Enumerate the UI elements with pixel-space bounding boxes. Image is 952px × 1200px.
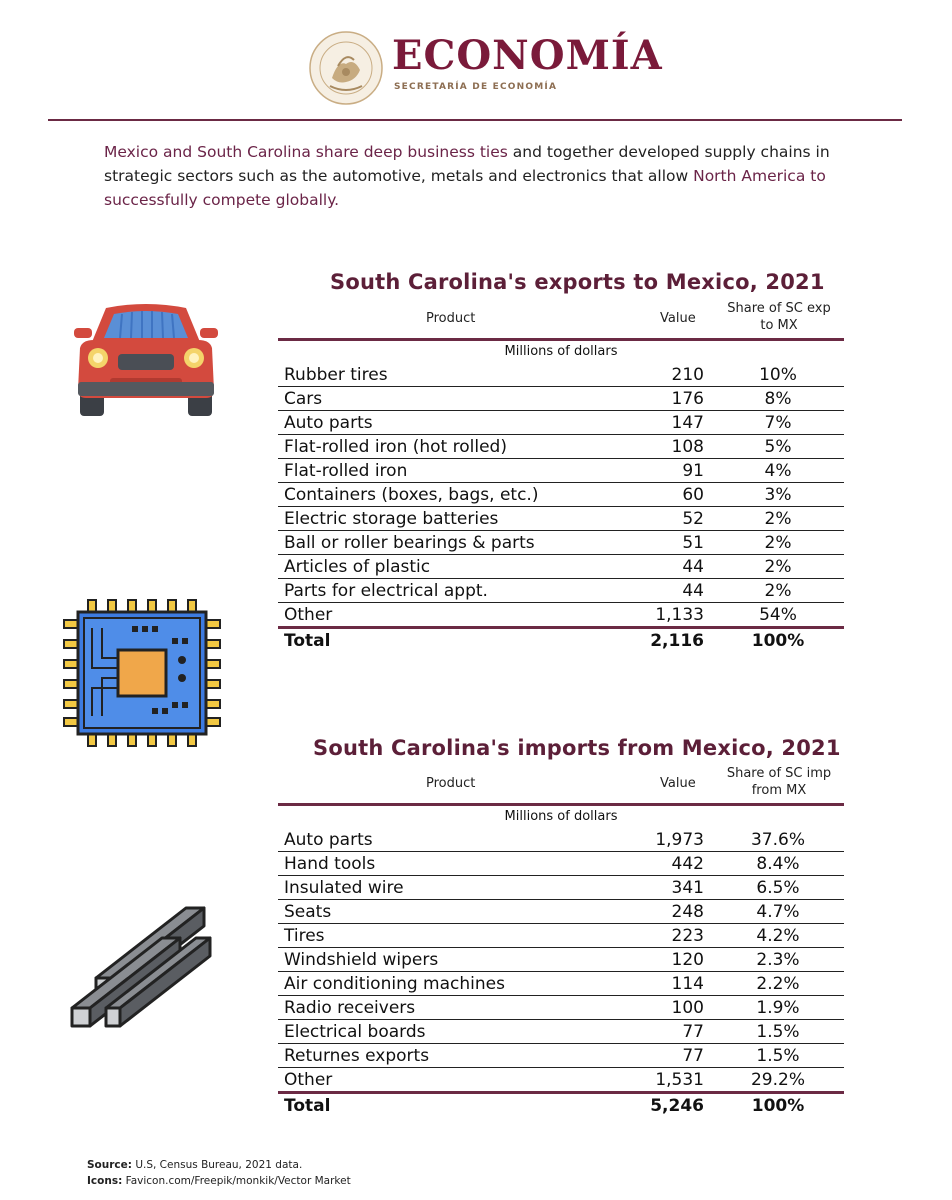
product-cell: Tires	[284, 926, 325, 946]
value-cell: 114	[671, 974, 704, 994]
table-row	[278, 555, 844, 579]
total-label: Total	[284, 631, 331, 651]
exports-title: South Carolina's exports to Mexico, 2021	[330, 270, 825, 294]
brand-subtitle: SECRETARÍA DE ECONOMÍA	[394, 82, 558, 92]
product-cell: Other	[284, 1070, 333, 1090]
value-cell: 120	[671, 950, 704, 970]
table-row	[278, 579, 844, 603]
icons-text: Favicon.com/Freepik/monkik/Vector Market	[122, 1175, 351, 1187]
metal-bars-icon	[66, 898, 212, 1038]
circuit-chip-icon	[62, 598, 222, 748]
table-row	[278, 435, 844, 459]
share-cell: 2%	[764, 581, 792, 601]
share-cell: 2.2%	[756, 974, 800, 994]
imports-title: South Carolina's imports from Mexico, 2021	[313, 736, 841, 760]
intro-highlight-2: North America to successfully compete globally.	[104, 167, 826, 209]
units-label: Millions of dollars	[504, 809, 618, 824]
product-cell: Auto parts	[284, 830, 373, 850]
table-row	[278, 852, 844, 876]
col-share: Share of SC exp to MX	[727, 301, 831, 333]
total-value: 5,246	[650, 1096, 704, 1116]
share-cell: 4.7%	[756, 902, 800, 922]
value-cell: 91	[682, 461, 704, 481]
table-row	[278, 996, 844, 1020]
col-product: Product	[426, 776, 476, 791]
product-cell: Electric storage batteries	[284, 509, 499, 529]
share-cell: 37.6%	[750, 830, 805, 850]
exports-header	[278, 300, 844, 338]
share-cell: 4%	[764, 461, 792, 481]
product-cell: Parts for electrical appt.	[284, 581, 488, 601]
col-value: Value	[660, 311, 696, 326]
intro-paragraph	[104, 140, 874, 212]
product-cell: Other	[284, 605, 333, 625]
product-cell: Electrical boards	[284, 1022, 426, 1042]
share-cell: 8.4%	[756, 854, 800, 874]
product-cell: Rubber tires	[284, 365, 388, 385]
imports-rows	[278, 828, 844, 1091]
source-line	[87, 1157, 351, 1173]
value-cell: 51	[682, 533, 704, 553]
table-row	[278, 948, 844, 972]
value-cell: 77	[682, 1022, 704, 1042]
product-cell: Cars	[284, 389, 323, 409]
share-cell: 2%	[764, 533, 792, 553]
brand-title: ECONOMÍA	[392, 32, 663, 79]
product-cell: Auto parts	[284, 413, 373, 433]
share-cell: 5%	[764, 437, 792, 457]
value-cell: 147	[671, 413, 704, 433]
share-cell: 2%	[764, 557, 792, 577]
total-label: Total	[284, 1096, 331, 1116]
product-cell: Returnes exports	[284, 1046, 430, 1066]
table-row	[278, 1020, 844, 1044]
value-cell: 210	[671, 365, 704, 385]
source-note	[87, 1157, 351, 1189]
value-cell: 1,133	[655, 605, 704, 625]
product-cell: Articles of plastic	[284, 557, 431, 577]
product-cell: Seats	[284, 902, 332, 922]
value-cell: 108	[671, 437, 704, 457]
value-cell: 442	[671, 854, 704, 874]
imports-table	[278, 765, 844, 1118]
icons-line	[87, 1173, 351, 1189]
value-cell: 100	[671, 998, 704, 1018]
exports-table	[278, 300, 844, 653]
share-cell: 8%	[764, 389, 792, 409]
mexico-seal-icon	[308, 30, 384, 106]
source-text: U.S, Census Bureau, 2021 data.	[131, 1159, 303, 1171]
exports-rows	[278, 363, 844, 626]
table-row	[278, 411, 844, 435]
table-row	[278, 483, 844, 507]
col-share: Share of SC imp from MX	[726, 766, 832, 798]
table-row	[278, 876, 844, 900]
table-row	[278, 1044, 844, 1068]
product-cell: Containers (boxes, bags, etc.)	[284, 485, 539, 505]
header	[0, 0, 952, 125]
share-cell: 1.9%	[756, 998, 800, 1018]
value-cell: 223	[671, 926, 704, 946]
product-cell: Flat-rolled iron	[284, 461, 408, 481]
source-label: Source:	[87, 1159, 132, 1171]
total-share: 100%	[751, 1096, 805, 1116]
table-row	[278, 507, 844, 531]
table-row	[278, 603, 844, 626]
imports-total-row	[278, 1094, 844, 1118]
intro-text: and together developed supply chains in strategic sectors such as the automotive, metals and electronics that allow	[104, 143, 830, 185]
total-share: 100%	[751, 631, 805, 651]
product-cell: Radio receivers	[284, 998, 416, 1018]
value-cell: 1,531	[655, 1070, 704, 1090]
share-cell: 3%	[764, 485, 792, 505]
share-cell: 4.2%	[756, 926, 800, 946]
share-cell: 10%	[759, 365, 797, 385]
value-cell: 44	[682, 581, 704, 601]
product-cell: Ball or roller bearings & parts	[284, 533, 535, 553]
value-cell: 60	[682, 485, 704, 505]
value-cell: 1,973	[655, 830, 704, 850]
share-cell: 2.3%	[756, 950, 800, 970]
value-cell: 248	[671, 902, 704, 922]
table-row	[278, 924, 844, 948]
value-cell: 176	[671, 389, 704, 409]
total-value: 2,116	[650, 631, 704, 651]
share-cell: 54%	[759, 605, 797, 625]
product-cell: Flat-rolled iron (hot rolled)	[284, 437, 507, 457]
value-cell: 52	[682, 509, 704, 529]
table-row	[278, 972, 844, 996]
share-cell: 29.2%	[750, 1070, 805, 1090]
table-row	[278, 363, 844, 387]
value-cell: 77	[682, 1046, 704, 1066]
col-product: Product	[426, 311, 476, 326]
table-row	[278, 828, 844, 852]
imports-header	[278, 765, 844, 803]
table-row	[278, 387, 844, 411]
value-cell: 44	[682, 557, 704, 577]
car-icon	[70, 298, 222, 420]
share-cell: 1.5%	[756, 1022, 800, 1042]
share-cell: 1.5%	[756, 1046, 800, 1066]
product-cell: Hand tools	[284, 854, 376, 874]
value-cell: 341	[671, 878, 704, 898]
product-cell: Windshield wipers	[284, 950, 439, 970]
product-cell: Air conditioning machines	[284, 974, 505, 994]
table-row	[278, 1068, 844, 1091]
table-row	[278, 459, 844, 483]
table-row	[278, 900, 844, 924]
share-cell: 6.5%	[756, 878, 800, 898]
units-label: Millions of dollars	[504, 344, 618, 359]
exports-total-row	[278, 629, 844, 653]
share-cell: 7%	[764, 413, 792, 433]
product-cell: Insulated wire	[284, 878, 404, 898]
table-row	[278, 531, 844, 555]
header-divider	[48, 119, 902, 121]
share-cell: 2%	[764, 509, 792, 529]
icons-label: Icons:	[87, 1175, 123, 1187]
intro-highlight-1: Mexico and South Carolina share deep business ties	[104, 143, 508, 161]
col-value: Value	[660, 776, 696, 791]
